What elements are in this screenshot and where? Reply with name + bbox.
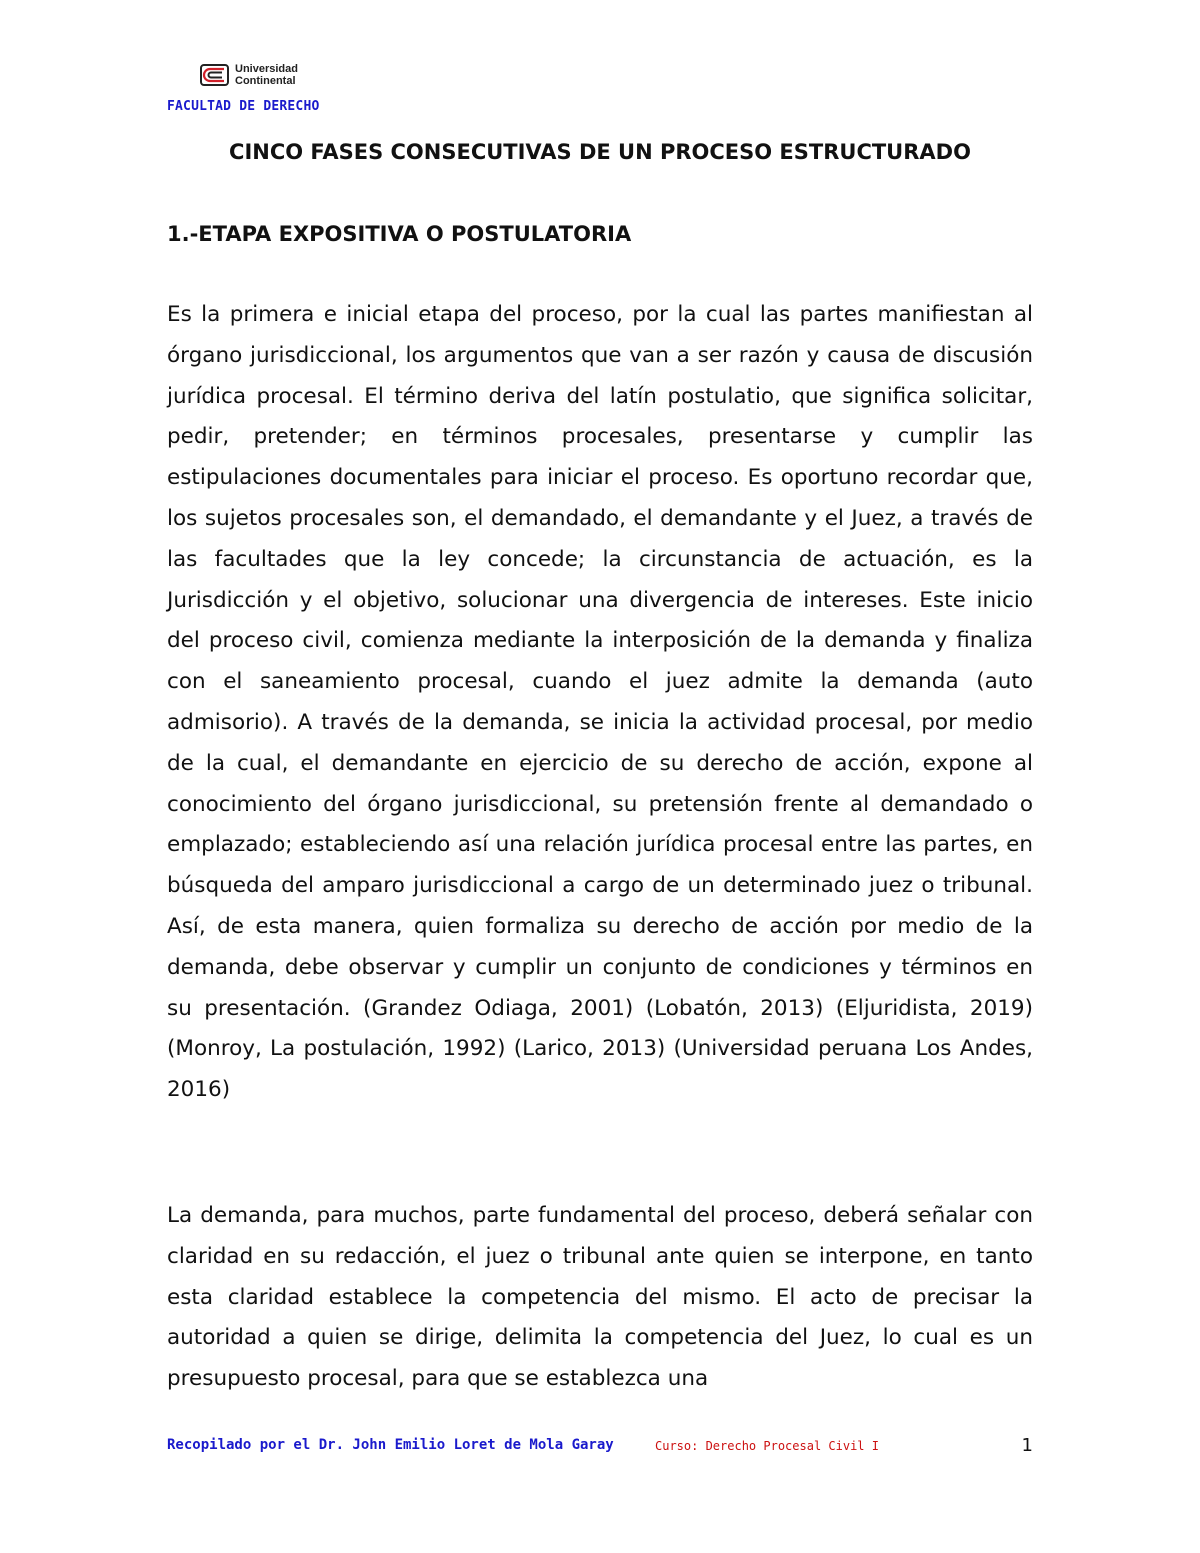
footer-author: Recopilado por el Dr. John Emilio Loret de Mola Garay bbox=[167, 1437, 614, 1453]
section-heading: 1.-ETAPA EXPOSITIVA O POSTULATORIA bbox=[167, 222, 632, 246]
logo-text-line2: Continental bbox=[235, 75, 296, 87]
universidad-continental-logo-icon bbox=[200, 64, 230, 86]
logo-wordmark bbox=[235, 63, 298, 87]
document-title: CINCO FASES CONSECUTIVAS DE UN PROCESO ESTRUCTURADO bbox=[229, 140, 971, 164]
page-footer bbox=[167, 1437, 1033, 1461]
body-paragraph-2: La demanda, para muchos, parte fundamental del proceso, deberá señalar con claridad en su redacción, el juez o tribunal ante quien se interpone, en tanto esta claridad establece la competencia del mismo. El acto de precisar la autoridad a quien se dirige, delimita la competencia del Juez, lo cual es un presupuesto procesal, para que se establezca una bbox=[167, 1203, 1033, 1392]
university-logo bbox=[200, 60, 298, 90]
body-paragraph-1: Es la primera e inicial etapa del proceso, por la cual las partes manifiestan al órgano jurisdiccional, los argumentos que van a ser razón y causa de discusión jurídica procesal. El término deriva del latín postulatio, que significa solicitar, pedir, pretender; en términos procesales, presentarse y cumplir las estipulaciones documentales para iniciar el proceso. Es oportuno recordar que, los sujetos procesales son, el demandado, el demandante y el Juez, a través de las facultades que la ley concede; la circunstancia de actuación, es la Jurisdicción y el objetivo, solucionar una divergencia de intereses. Este inicio del proceso civil, comienza mediante la interposición de la demanda y finaliza con el saneamiento procesal, cuando el juez admite la demanda (auto admisorio). A través de la demanda, se inicia la actividad procesal, por medio de la cual, el demandante en ejercicio de su derecho de acción, expone al conocimiento del órgano jurisdiccional, su pretensión frente al demandado o emplazado; estableciendo así una relación jurídica procesal entre las partes, en búsqueda del amparo jurisdiccional a cargo de un determinado juez o tribunal. Así, de esta manera, quien formaliza su derecho de acción por medio de la demanda, debe observar y cumplir un conjunto de condiciones y términos en su presentación. (Grandez Odiaga, 2001) (Lobatón, 2013) (Eljuridista, 2019) (Monroy, La postulación, 1992) (Larico, 2013) (Universidad peruana Los Andes, 2016) bbox=[167, 302, 1033, 1103]
page-number: 1 bbox=[1021, 1435, 1033, 1456]
faculty-label: FACULTAD DE DERECHO bbox=[167, 99, 320, 114]
footer-course: Curso: Derecho Procesal Civil I bbox=[655, 1439, 879, 1453]
logo-text-line1: Universidad bbox=[235, 63, 298, 75]
